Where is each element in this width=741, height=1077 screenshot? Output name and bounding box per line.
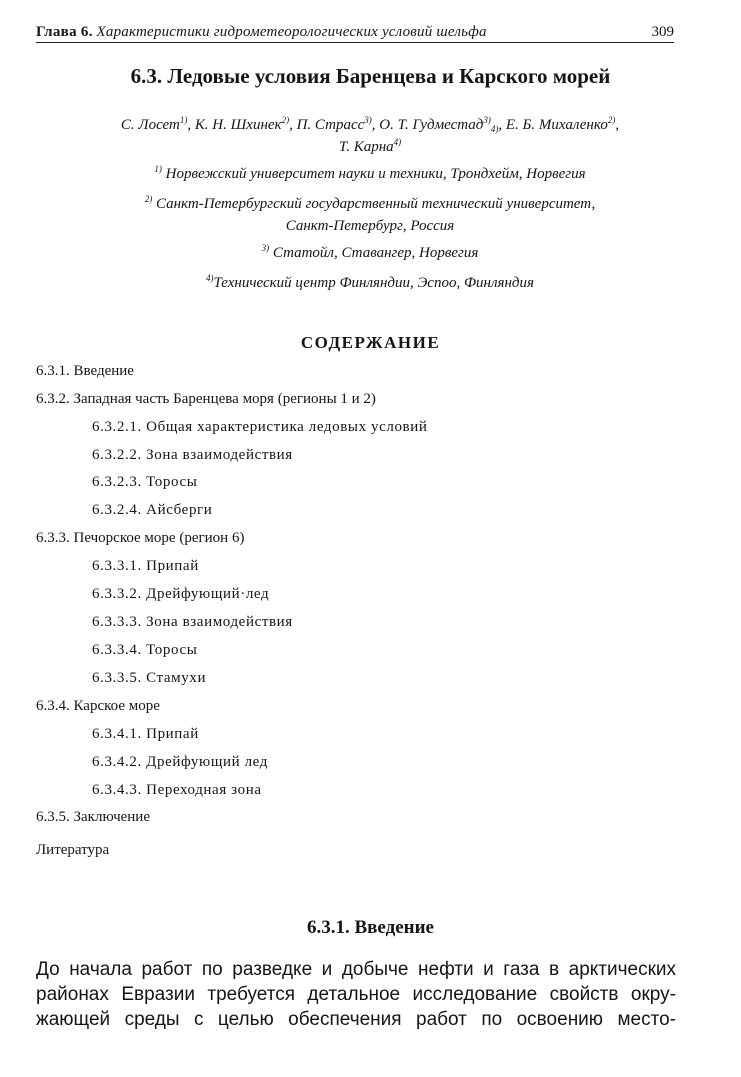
subsection-heading: 6.3.1. Введение	[307, 917, 434, 938]
affiliation-line: Технический центр Финляндии, Эспоо, Финляндия	[213, 275, 534, 291]
affiliation-line: Санкт-Петербургский государственный технический университет,	[156, 196, 596, 212]
affiliation-2	[40, 193, 700, 237]
affiliation-3	[40, 242, 700, 264]
toc-item: 6.3.1. Введение	[36, 363, 134, 379]
author-mark: 3)	[364, 115, 372, 125]
toc-subitem: 6.3.2.4. Айсберги	[92, 502, 213, 518]
body-paragraph	[36, 957, 676, 1032]
affiliation-line: Статойл, Ставангер, Норвегия	[272, 245, 479, 261]
header-rule	[36, 42, 674, 43]
page-number: 309	[651, 24, 674, 40]
toc-subitem: 6.3.3.5. Стамухи	[92, 670, 207, 686]
author-mark-secondary: 4)	[490, 124, 499, 134]
author-mark: 2)	[607, 115, 616, 125]
chapter-title: Характеристики гидрометеорологических условий шельфа	[96, 24, 487, 40]
affiliation-mark: 1)	[154, 164, 162, 174]
author-mark: 3)	[483, 115, 491, 125]
author-separator: ,	[615, 117, 620, 133]
author-name: С. Лосет	[120, 117, 180, 133]
toc-subitem: 6.3.3.1. Припай	[92, 558, 199, 574]
toc-subitem: 6.3.4.1. Припай	[92, 726, 199, 742]
toc-subitem: 6.3.2.3. Торосы	[92, 474, 198, 490]
toc-subitem: 6.3.3.3. Зона взаимодействия	[92, 614, 293, 630]
toc-subitem: 6.3.3.2. Дрейфующий·лед	[92, 586, 270, 602]
toc-heading: СОДЕРЖАНИЕ	[300, 333, 441, 352]
author	[506, 117, 619, 133]
affiliation-mark: 4)	[205, 273, 214, 283]
toc-item: 6.3.3. Печорское море (регион 6)	[36, 530, 245, 546]
author-separator: ,	[187, 117, 195, 133]
toc-subitem: 6.3.4.3. Переходная зона	[92, 782, 262, 798]
author	[379, 117, 506, 133]
author-name: Т. Карна	[338, 139, 394, 155]
toc-subitem: 6.3.3.4. Торосы	[92, 642, 198, 658]
toc-item: 6.3.5. Заключение	[36, 809, 150, 825]
body-line: жающей среды с целью обеспечения работ по освоению место-	[36, 1009, 676, 1030]
author	[121, 117, 195, 133]
affiliation-mark: 3)	[261, 243, 270, 253]
author	[195, 117, 297, 133]
affiliation-4	[40, 272, 700, 294]
author-list	[40, 114, 700, 158]
author-separator: ,	[289, 117, 297, 133]
toc-item: 6.3.2. Западная часть Баренцева моря (регионы 1 и 2)	[36, 391, 376, 407]
toc-item: Литература	[36, 842, 110, 858]
author-mark: 1)	[179, 115, 188, 125]
toc-subitem: 6.3.2.1. Общая характеристика ледовых условий	[92, 419, 428, 435]
running-head	[36, 21, 674, 43]
toc-subitem: 6.3.2.2. Зона взаимодействия	[92, 447, 293, 463]
affiliation-mark: 2)	[144, 194, 153, 204]
body-line: районах Евразии требуется детальное исследование свойств окру-	[36, 984, 676, 1005]
author-name: О. Т. Гудместад	[379, 117, 484, 133]
author	[339, 139, 401, 155]
author-name: П. Страсс	[296, 117, 365, 133]
author-mark: 4)	[393, 137, 402, 147]
author	[297, 117, 380, 133]
author-name: Е. Б. Михаленко	[505, 117, 608, 133]
affiliation-line: Санкт-Петербург, Россия	[285, 218, 455, 234]
author-separator: ,	[498, 117, 506, 133]
body-line: До начала работ по разведке и добыче нефти и газа в арктических	[36, 959, 676, 980]
affiliation-line: Норвежский университет науки и техники, Трондхейм, Норвегия	[165, 166, 586, 182]
affiliation-1	[40, 163, 700, 185]
chapter-label: Глава 6.	[36, 24, 93, 40]
author-name: К. Н. Шхинек	[194, 117, 282, 133]
author-separator: ,	[371, 117, 380, 133]
section-title: 6.3. Ледовые условия Баренцева и Карского морей	[130, 64, 611, 88]
toc-item: 6.3.4. Карское море	[36, 698, 160, 714]
author-mark: 2)	[281, 115, 290, 125]
toc-subitem: 6.3.4.2. Дрейфующий лед	[92, 754, 268, 770]
